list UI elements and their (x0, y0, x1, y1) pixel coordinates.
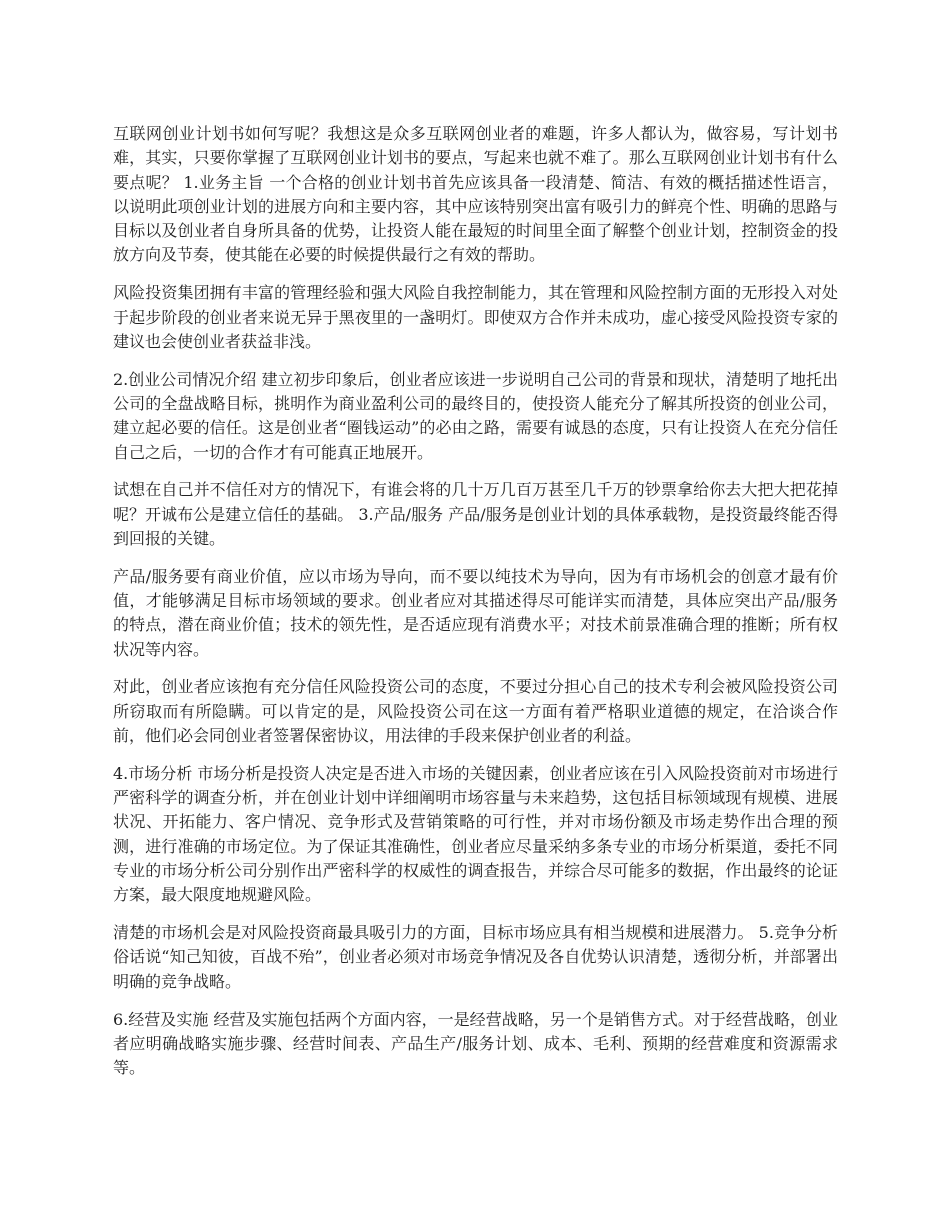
paragraph-risk-investment: 风险投资集团拥有丰富的管理经验和强大风险自我控制能力，其在管理和风险控制方面的无形投入对处于起步阶段的创业者来说无异于黑夜里的一盏明灯。即使双方合作并未成功，虚心接受风险投资专家的建议也会使创业者获益非浅。 (113, 283, 838, 351)
paragraph-operations: 6.经营及实施 经营及实施包括两个方面内容，一是经营战略，另一个是销售方式。对于经营战略，创业者应明确战略实施步骤、经营时间表、产品生产/服务计划、成本、毛利、预期的经营难度和资源需求等。 (113, 1009, 838, 1078)
paragraph-intro: 互联网创业计划书如何写呢？我想这是众多互联网创业者的难题，许多人都认为，做容易，写计划书难，其实，只要你掌握了互联网创业计划书的要点，写起来也就不难了。那么互联网创业计划书有什么要点呢？ 1.业务主旨 一个合格的创业计划书首先应该具备一段清楚、简洁、有效的概括描述性语言，以说明此项创业计划的进展方向和主要内容，其中应该特别突出富有吸引力的鲜亮个性、明确的思路与目标以及创业者自身所具备的优势，让投资人能在最短的时间里全面了解整个创业计划，控制资金的投放方向及节奏，使其能在必要的时候提供最行之有效的帮助。 (113, 124, 838, 265)
paragraph-market-analysis: 4.市场分析 市场分析是投资人决定是否进入市场的关键因素，创业者应该在引入风险投资前对市场进行严密科学的调查分析，并在创业计划中详细阐明市场容量与未来趋势，这包括目标领域现有规模、进展状况、开拓能力、客户情况、竞争形式及营销策略的可行性，并对市场份额及市场走势作出合理的预测，进行准确的市场定位。为了保证其准确性，创业者应尽量采纳多条专业的市场分析渠道，委托不同专业的市场分析公司分别作出严密科学的权威性的调查报告，并综合尽可能多的数据，作出最终的论证方案，最大限度地规避风险。 (113, 763, 838, 905)
paragraph-trust: 试想在自己并不信任对方的情况下，有谁会将的几十万几百万甚至几千万的钞票拿给你去大把大把花掉呢？开诚布公是建立信任的基础。 3.产品/服务 产品/服务是创业计划的具体承载物，是投资最终能否得到回报的关键。 (113, 480, 838, 548)
document-body (113, 122, 838, 1094)
paragraph-competition: 清楚的市场机会是对风险投资商最具吸引力的方面，目标市场应具有相当规模和进展潜力。 5.竞争分析 俗话说“知己知彼，百战不殆”，创业者必须对市场竞争情况及各自优势认识清楚，透彻分析，并部署出明确的竞争战略。 (113, 923, 838, 991)
paragraph-product-service: 产品/服务要有商业价值，应以市场为导向，而不要以纯技术为导向，因为有市场机会的创意才最有价值，才能够满足目标市场领域的要求。创业者应对其描述得尽可能详实而清楚，具体应突出产品/服务的特点，潜在商业价值；技术的领先性，是否适应现有消费水平；对技术前景准确合理的推断；所有权状况等内容。 (113, 566, 838, 659)
paragraph-confidentiality: 对此，创业者应该抱有充分信任风险投资公司的态度，不要过分担心自己的技术专利会被风险投资公司所窃取而有所隐瞒。可以肯定的是，风险投资公司在这一方面有着严格职业道德的规定，在洽谈合作前，他们必会同创业者签署保密协议，用法律的手段来保护创业者的利益。 (113, 677, 838, 746)
paragraph-company-intro: 2.创业公司情况介绍 建立初步印象后，创业者应该进一步说明自己公司的背景和现状，清楚明了地托出公司的全盘战略目标，挑明作为商业盈利公司的最终目的，使投资人能充分了解其所投资的创业公司，建立起必要的信任。这是创业者“圈钱运动”的必由之路，需要有诚恳的态度，只有让投资人在充分信任自己之后，一切的合作才有可能真正地展开。 (113, 369, 838, 462)
